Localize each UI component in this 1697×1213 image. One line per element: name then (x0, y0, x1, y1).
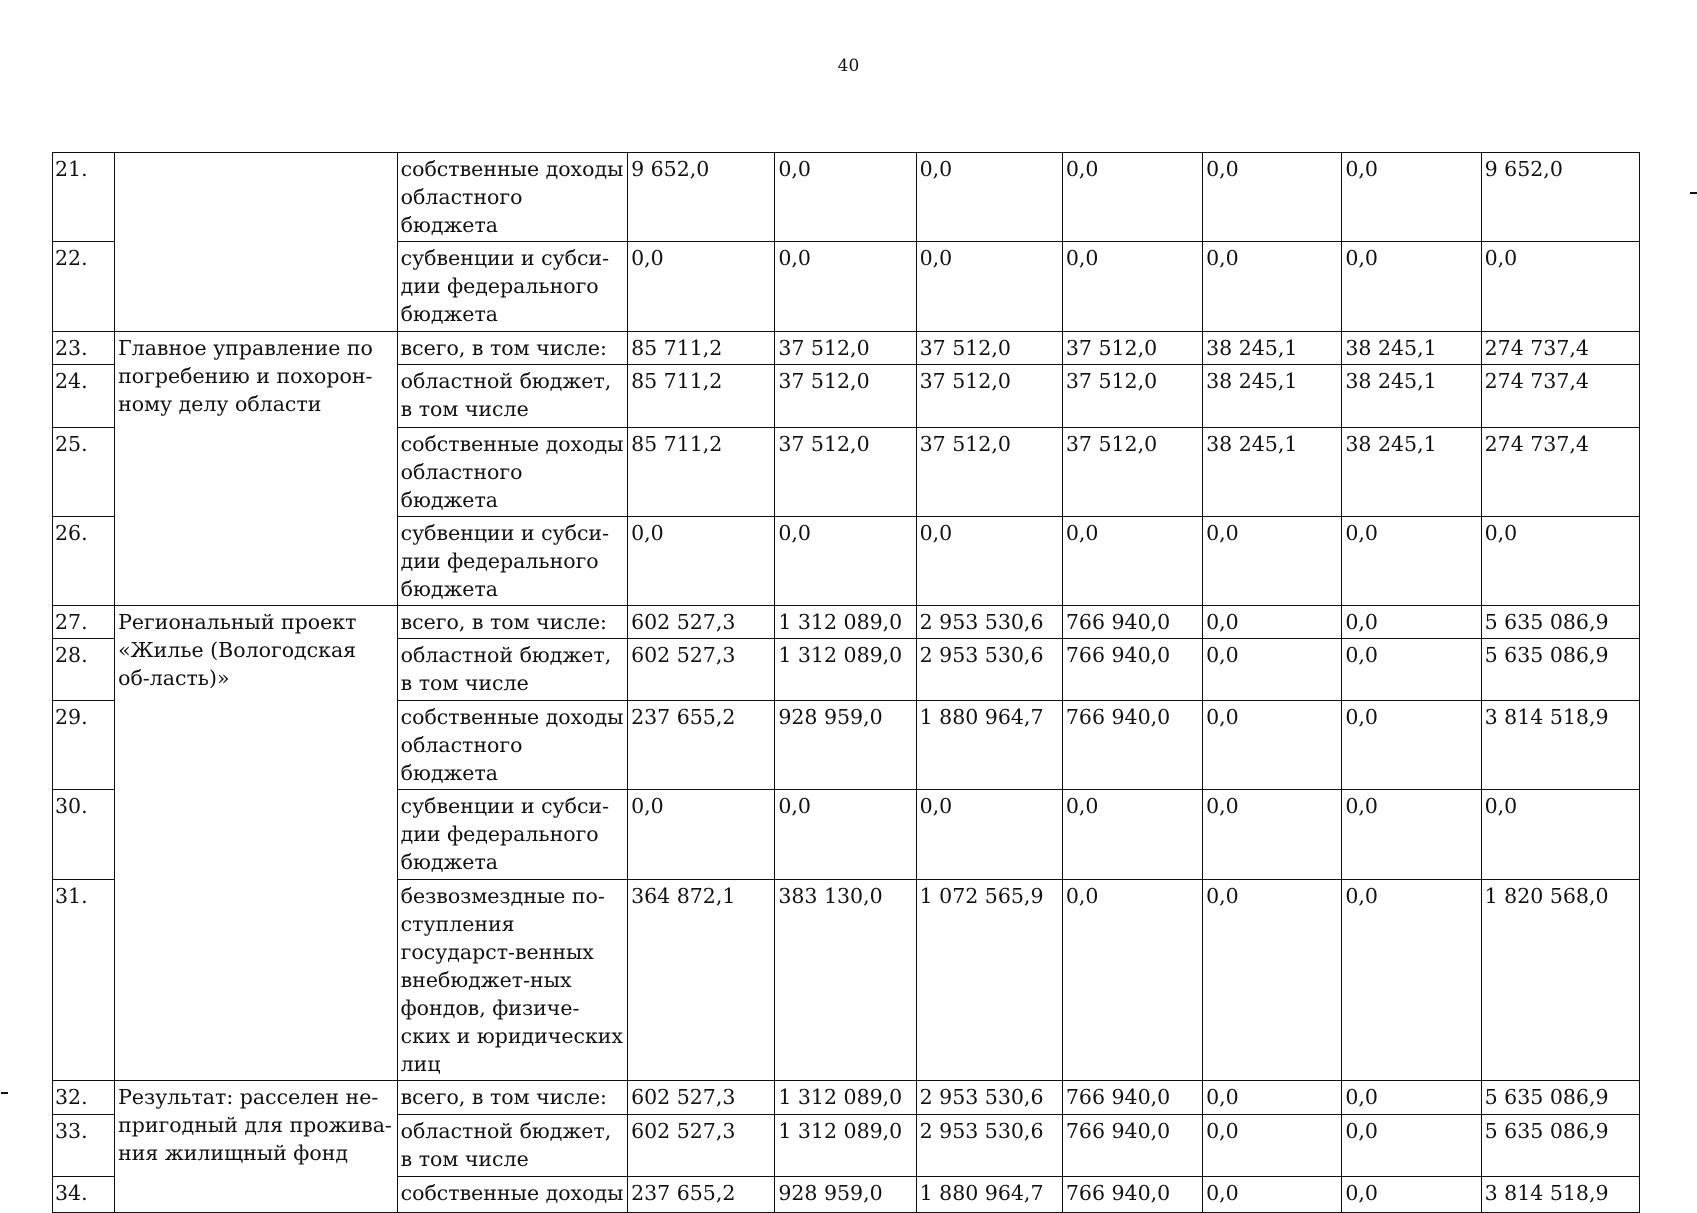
value-cell: 0,0 (1062, 153, 1202, 242)
value-cell: 364 872,1 (628, 880, 775, 1081)
total-cell: 5 635 086,9 (1481, 1115, 1639, 1177)
value-cell: 0,0 (916, 517, 1062, 606)
table-row (53, 332, 1640, 365)
value-cell: 0,0 (1342, 606, 1481, 639)
value-cell: 928 959,0 (775, 701, 916, 790)
funding-source: всего, в том числе: (397, 606, 627, 639)
value-cell: 85 711,2 (628, 332, 775, 365)
total-cell: 5 635 086,9 (1481, 1081, 1639, 1115)
total-cell: 3 814 518,9 (1481, 701, 1639, 790)
value-cell: 37 512,0 (916, 365, 1062, 428)
value-cell: 0,0 (1342, 242, 1481, 332)
margin-mark-right (1690, 192, 1697, 194)
value-cell: 37 512,0 (1062, 365, 1202, 428)
row-number: 30. (53, 790, 115, 880)
value-cell: 2 953 530,6 (916, 1081, 1062, 1115)
value-cell: 85 711,2 (628, 365, 775, 428)
value-cell: 1 312 089,0 (775, 1081, 916, 1115)
value-cell: 0,0 (1203, 606, 1342, 639)
group-name: Результат: расселен не-пригодный для прожива-ния жилищный фонд (115, 1081, 398, 1213)
value-cell: 2 953 530,6 (916, 1115, 1062, 1177)
value-cell: 1 312 089,0 (775, 606, 916, 639)
total-cell: 5 635 086,9 (1481, 639, 1639, 701)
value-cell: 37 512,0 (775, 332, 916, 365)
row-number: 26. (53, 517, 115, 606)
total-cell: 0,0 (1481, 242, 1639, 332)
group-name: Главное управление по погребению и похорон-ному делу области (115, 332, 398, 606)
value-cell: 0,0 (1342, 880, 1481, 1081)
table-row (53, 153, 1640, 242)
budget-table (52, 152, 1640, 1213)
value-cell: 1 880 964,7 (916, 1177, 1062, 1213)
value-cell: 0,0 (1203, 517, 1342, 606)
value-cell: 0,0 (628, 242, 775, 332)
table-row (53, 606, 1640, 639)
total-cell: 274 737,4 (1481, 365, 1639, 428)
value-cell: 85 711,2 (628, 428, 775, 517)
value-cell: 1 312 089,0 (775, 1115, 916, 1177)
value-cell: 37 512,0 (775, 365, 916, 428)
total-cell: 9 652,0 (1481, 153, 1639, 242)
value-cell: 0,0 (1342, 701, 1481, 790)
value-cell: 37 512,0 (916, 332, 1062, 365)
funding-source: областной бюджет, в том числе (397, 365, 627, 428)
total-cell: 274 737,4 (1481, 428, 1639, 517)
table-body (53, 153, 1640, 1213)
value-cell: 0,0 (1062, 242, 1202, 332)
value-cell: 766 940,0 (1062, 701, 1202, 790)
value-cell: 0,0 (1342, 639, 1481, 701)
value-cell: 0,0 (1342, 1177, 1481, 1213)
value-cell: 1 880 964,7 (916, 701, 1062, 790)
group-name: Региональный проект «Жилье (Вологодская об-ласть)» (115, 606, 398, 1081)
value-cell: 38 245,1 (1203, 365, 1342, 428)
value-cell: 0,0 (1062, 517, 1202, 606)
table-row (53, 1081, 1640, 1115)
value-cell: 237 655,2 (628, 701, 775, 790)
funding-source: собственные доходы областного бюджета (397, 701, 627, 790)
value-cell: 0,0 (1062, 790, 1202, 880)
funding-source: всего, в том числе: (397, 1081, 627, 1115)
value-cell: 0,0 (1342, 517, 1481, 606)
row-number: 34. (53, 1177, 115, 1213)
value-cell: 0,0 (916, 790, 1062, 880)
page-number: 40 (837, 56, 860, 76)
funding-source: безвозмездные по-ступления государст-венных внебюджет-ных фондов, физиче-ских и юридических лиц (397, 880, 627, 1081)
total-cell: 274 737,4 (1481, 332, 1639, 365)
value-cell: 0,0 (628, 790, 775, 880)
value-cell: 37 512,0 (1062, 332, 1202, 365)
total-cell: 0,0 (1481, 790, 1639, 880)
value-cell: 0,0 (916, 242, 1062, 332)
total-cell: 5 635 086,9 (1481, 606, 1639, 639)
value-cell: 0,0 (775, 517, 916, 606)
value-cell: 602 527,3 (628, 1115, 775, 1177)
funding-source: субвенции и субси-дии федерального бюджета (397, 790, 627, 880)
value-cell: 928 959,0 (775, 1177, 916, 1213)
value-cell: 766 940,0 (1062, 1177, 1202, 1213)
row-number: 27. (53, 606, 115, 639)
total-cell: 0,0 (1481, 517, 1639, 606)
value-cell: 38 245,1 (1342, 365, 1481, 428)
value-cell: 0,0 (1342, 1115, 1481, 1177)
value-cell: 0,0 (1342, 790, 1481, 880)
value-cell: 766 940,0 (1062, 1081, 1202, 1115)
funding-source: всего, в том числе: (397, 332, 627, 365)
value-cell: 0,0 (1342, 1081, 1481, 1115)
value-cell: 0,0 (1203, 701, 1342, 790)
value-cell: 0,0 (1203, 1115, 1342, 1177)
value-cell: 1 072 565,9 (916, 880, 1062, 1081)
value-cell: 37 512,0 (916, 428, 1062, 517)
funding-source: собственные доходы (397, 1177, 627, 1213)
funding-source: собственные доходы областного бюджета (397, 428, 627, 517)
value-cell: 0,0 (628, 517, 775, 606)
row-number: 29. (53, 701, 115, 790)
value-cell: 9 652,0 (628, 153, 775, 242)
value-cell: 766 940,0 (1062, 639, 1202, 701)
value-cell: 37 512,0 (775, 428, 916, 517)
value-cell: 602 527,3 (628, 606, 775, 639)
value-cell: 38 245,1 (1203, 428, 1342, 517)
value-cell: 766 940,0 (1062, 606, 1202, 639)
value-cell: 602 527,3 (628, 639, 775, 701)
group-name (115, 153, 398, 332)
total-cell: 1 820 568,0 (1481, 880, 1639, 1081)
value-cell: 38 245,1 (1203, 332, 1342, 365)
value-cell: 0,0 (1342, 153, 1481, 242)
value-cell: 0,0 (775, 790, 916, 880)
row-number: 23. (53, 332, 115, 365)
value-cell: 0,0 (1203, 790, 1342, 880)
funding-source: областной бюджет, в том числе (397, 1115, 627, 1177)
value-cell: 1 312 089,0 (775, 639, 916, 701)
row-number: 21. (53, 153, 115, 242)
funding-source: субвенции и субси-дии федерального бюджета (397, 517, 627, 606)
value-cell: 0,0 (775, 153, 916, 242)
total-cell: 3 814 518,9 (1481, 1177, 1639, 1213)
row-number: 22. (53, 242, 115, 332)
value-cell: 0,0 (775, 242, 916, 332)
value-cell: 0,0 (1203, 880, 1342, 1081)
value-cell: 0,0 (1203, 1081, 1342, 1115)
value-cell: 0,0 (1203, 639, 1342, 701)
value-cell: 0,0 (1203, 153, 1342, 242)
row-number: 32. (53, 1081, 115, 1115)
value-cell: 237 655,2 (628, 1177, 775, 1213)
value-cell: 0,0 (1203, 242, 1342, 332)
row-number: 33. (53, 1115, 115, 1177)
value-cell: 766 940,0 (1062, 1115, 1202, 1177)
value-cell: 38 245,1 (1342, 428, 1481, 517)
margin-mark-left (1, 1092, 8, 1094)
value-cell: 37 512,0 (1062, 428, 1202, 517)
row-number: 25. (53, 428, 115, 517)
value-cell: 2 953 530,6 (916, 639, 1062, 701)
value-cell: 602 527,3 (628, 1081, 775, 1115)
funding-source: собственные доходы областного бюджета (397, 153, 627, 242)
value-cell: 0,0 (916, 153, 1062, 242)
value-cell: 0,0 (1062, 880, 1202, 1081)
row-number: 28. (53, 639, 115, 701)
value-cell: 383 130,0 (775, 880, 916, 1081)
value-cell: 38 245,1 (1342, 332, 1481, 365)
row-number: 31. (53, 880, 115, 1081)
row-number: 24. (53, 365, 115, 428)
funding-source: областной бюджет, в том числе (397, 639, 627, 701)
value-cell: 0,0 (1203, 1177, 1342, 1213)
value-cell: 2 953 530,6 (916, 606, 1062, 639)
funding-source: субвенции и субси-дии федерального бюджета (397, 242, 627, 332)
